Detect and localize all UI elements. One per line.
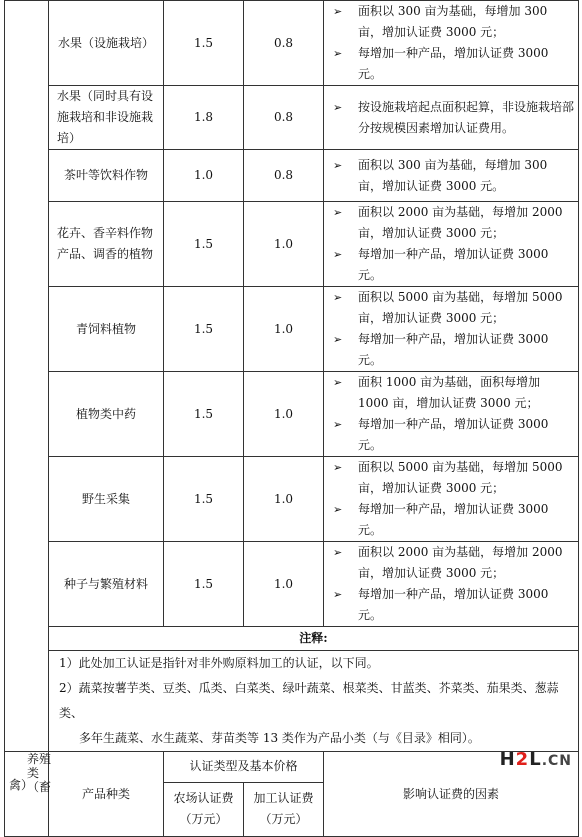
arrow-bullet-icon: ➢ xyxy=(333,588,343,601)
notes-body-row xyxy=(5,651,579,752)
notes-title: 注释: xyxy=(49,627,579,651)
factors-cell xyxy=(324,86,579,150)
process-fee-header: 加工认证费 （万元） xyxy=(244,782,324,837)
factor-item: ➢ 每增加一种产品，增加认证费 3000 元。 xyxy=(324,499,578,541)
product-cell: 植物类中药 xyxy=(49,372,164,457)
process-fee-cell: 1.0 xyxy=(244,542,324,627)
farm-fee-cell: 1.5 xyxy=(164,202,244,287)
factor-item: ➢ 面积以 300 亩为基础，每增加 300 亩，增加认证费 3000 元。 xyxy=(324,155,578,197)
factor-item: ➢ 面积 1000 亩为基础，面积每增加 1000 亩，增加认证费 3000 元； xyxy=(324,372,578,414)
factor-item: ➢ 每增加一种产品，增加认证费 3000 元。 xyxy=(324,244,578,286)
table-row xyxy=(5,372,579,457)
product-cell: 种子与繁殖材料 xyxy=(49,542,164,627)
arrow-bullet-icon: ➢ xyxy=(333,248,343,261)
side-label-b: 养殖类（畜 xyxy=(27,752,52,794)
factor-item: ➢ 面积以 2000 亩为基础，每增加 2000 亩，增加认证费 3000 元； xyxy=(324,542,578,584)
factor-item: ➢ 每增加一种产品，增加认证费 3000 元。 xyxy=(324,43,578,85)
product-cell: 水果（设施栽培） xyxy=(49,1,164,86)
table-row xyxy=(5,86,579,150)
section-side-label xyxy=(5,752,52,837)
factors-cell xyxy=(324,202,579,287)
arrow-bullet-icon: ➢ xyxy=(333,376,343,389)
product-cell: 花卉、香辛料作物产品、调香的植物 xyxy=(49,202,164,287)
site-watermark-logo: H2L.CN xyxy=(499,749,572,770)
factor-item: ➢ 按设施栽培起点面积起算，非设施栽培部分按规模因素增加认证费用。 xyxy=(324,97,578,139)
process-fee-cell: 0.8 xyxy=(244,1,324,86)
factors-cell xyxy=(324,372,579,457)
factors-header: 影响认证费的因素 xyxy=(324,752,579,837)
product-cell: 青饲料植物 xyxy=(49,287,164,372)
process-fee-cell: 1.0 xyxy=(244,372,324,457)
price-header: 认证类型及基本价格 xyxy=(164,752,324,783)
factors-cell xyxy=(324,542,579,627)
process-fee-cell: 0.8 xyxy=(244,150,324,202)
factors-cell xyxy=(324,287,579,372)
section-header-row xyxy=(5,752,579,783)
table-row xyxy=(5,457,579,542)
factor-item: ➢ 每增加一种产品，增加认证费 3000 元。 xyxy=(324,584,578,626)
farm-fee-cell: 1.5 xyxy=(164,372,244,457)
certification-fee-table xyxy=(4,0,579,837)
factors-cell xyxy=(324,1,579,86)
factor-item: ➢ 面积以 2000 亩为基础，每增加 2000 亩，增加认证费 3000 元； xyxy=(324,202,578,244)
arrow-bullet-icon: ➢ xyxy=(333,461,343,474)
side-label-a: 禽） xyxy=(9,778,34,792)
arrow-bullet-icon: ➢ xyxy=(333,546,343,559)
farm-fee-cell: 1.5 xyxy=(164,457,244,542)
table-row xyxy=(5,202,579,287)
process-fee-cell: 1.0 xyxy=(244,202,324,287)
process-fee-cell: 1.0 xyxy=(244,287,324,372)
arrow-bullet-icon: ➢ xyxy=(333,5,343,18)
notes-body xyxy=(49,651,579,752)
farm-fee-cell: 1.8 xyxy=(164,86,244,150)
factor-item: ➢ 每增加一种产品，增加认证费 3000 元。 xyxy=(324,414,578,456)
arrow-bullet-icon: ➢ xyxy=(333,418,343,431)
table-row xyxy=(5,542,579,627)
factors-cell xyxy=(324,150,579,202)
notes-title-row xyxy=(5,627,579,651)
product-cell: 水果（同时具有设施栽培和非设施栽培） xyxy=(49,86,164,150)
farm-fee-cell: 1.5 xyxy=(164,287,244,372)
farm-fee-cell: 1.0 xyxy=(164,150,244,202)
farm-fee-header: 农场认证费 （万元） xyxy=(164,782,244,837)
side-column xyxy=(5,1,49,752)
farm-fee-cell: 1.5 xyxy=(164,542,244,627)
factor-item: ➢ 面积以 300 亩为基础，每增加 300 亩，增加认证费 3000 元； xyxy=(324,1,578,43)
arrow-bullet-icon: ➢ xyxy=(333,333,343,346)
arrow-bullet-icon: ➢ xyxy=(333,158,343,172)
note-item: 多年生蔬菜、水生蔬菜、芽苗类等 13 类作为产品小类（与《目录》相同）。 xyxy=(79,731,480,745)
farm-fee-cell: 1.5 xyxy=(164,1,244,86)
arrow-bullet-icon: ➢ xyxy=(333,503,343,516)
factor-item: ➢ 面积以 5000 亩为基础，每增加 5000 亩，增加认证费 3000 元； xyxy=(324,287,578,329)
factor-item: ➢ 每增加一种产品，增加认证费 3000 元。 xyxy=(324,329,578,371)
table-row xyxy=(5,287,579,372)
arrow-bullet-icon: ➢ xyxy=(333,47,343,60)
arrow-bullet-icon: ➢ xyxy=(333,291,343,304)
factor-item: ➢ 面积以 5000 亩为基础，每增加 5000 亩，增加认证费 3000 元； xyxy=(324,457,578,499)
product-type-header: 产品种类 xyxy=(49,752,164,837)
product-cell: 野生采集 xyxy=(49,457,164,542)
arrow-bullet-icon: ➢ xyxy=(333,100,343,114)
process-fee-cell: 1.0 xyxy=(244,457,324,542)
product-cell: 茶叶等饮料作物 xyxy=(49,150,164,202)
process-fee-cell: 0.8 xyxy=(244,86,324,150)
factors-cell xyxy=(324,457,579,542)
table-row xyxy=(5,150,579,202)
note-item: 2）蔬菜按薯芋类、豆类、瓜类、白菜类、绿叶蔬菜、根菜类、甘蓝类、芥菜类、茄果类、葱蒜类、 xyxy=(59,681,559,720)
arrow-bullet-icon: ➢ xyxy=(333,206,343,219)
table-row xyxy=(5,1,579,86)
note-item: 1）此处加工认证是指针对非外购原料加工的认证，以下同。 xyxy=(59,656,379,670)
